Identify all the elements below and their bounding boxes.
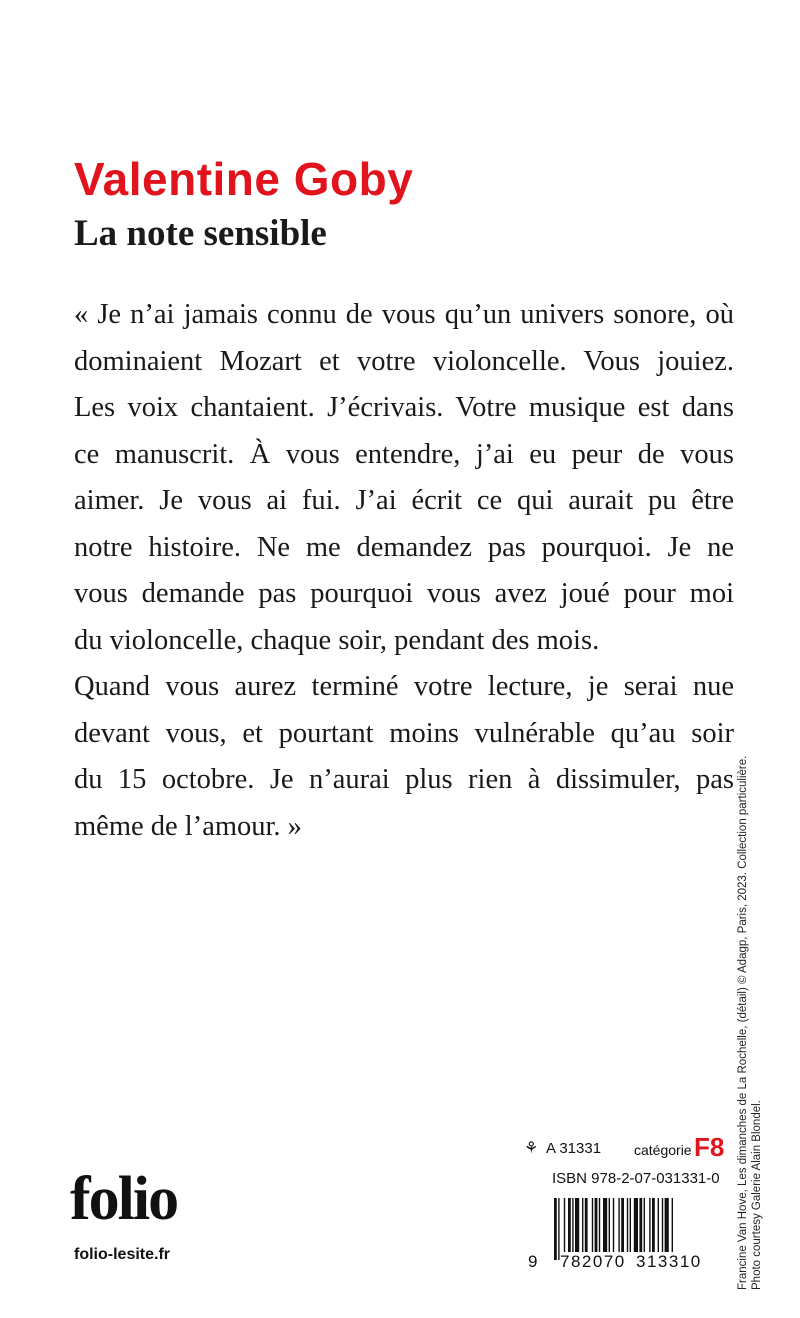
barcode xyxy=(552,1198,720,1260)
barcode-bar xyxy=(585,1198,588,1252)
author-name: Valentine Goby xyxy=(74,153,414,205)
barcode-bar xyxy=(644,1198,645,1252)
barcode-bar xyxy=(652,1198,655,1252)
barcode-bar xyxy=(658,1198,659,1252)
cover-credit xyxy=(736,650,764,1290)
blurb-line: Les voix chantaient. J’écrivais. Votre musique est dans xyxy=(74,392,734,423)
barcode-bar xyxy=(564,1198,565,1252)
blurb-line: Quand vous aurez terminé votre lecture, je serai nue xyxy=(74,671,734,702)
blurb-line: du violoncelle, chaque soir, pendant des mois. xyxy=(74,624,600,656)
blurb-line: vous demande pas pourquoi vous avez joué pour moi xyxy=(74,578,734,609)
folio-logo: folio xyxy=(70,1165,178,1233)
barcode-bar xyxy=(662,1198,663,1252)
barcode-bar xyxy=(592,1198,593,1252)
blurb-line: même de l’amour. » xyxy=(74,810,302,842)
barcode-bar xyxy=(618,1198,619,1252)
publisher-website: folio-lesite.fr xyxy=(74,1246,171,1263)
barcode-bar xyxy=(603,1198,607,1252)
barcode-digits-left: 782070 xyxy=(560,1252,626,1271)
barcode-bar xyxy=(621,1198,624,1252)
blurb-line: notre histoire. Ne me demandez pas pourquoi. Je ne xyxy=(74,531,734,563)
catalog-number-row xyxy=(524,1138,601,1158)
barcode-bar xyxy=(609,1198,610,1252)
barcode-bar xyxy=(575,1198,579,1252)
barcode-bar xyxy=(582,1198,583,1252)
barcode-block xyxy=(524,1198,724,1278)
barcode-bar xyxy=(665,1198,669,1252)
barcode-bar xyxy=(558,1198,559,1260)
barcode-bar xyxy=(634,1198,638,1252)
barcode-bar xyxy=(630,1198,631,1252)
blurb-line: du 15 octobre. Je n’aurai plus rien à dissimuler, pas xyxy=(74,764,734,795)
barcode-bar xyxy=(554,1198,557,1260)
back-cover-blurb xyxy=(74,292,734,850)
barcode-bar xyxy=(672,1198,673,1252)
category-code: F8 xyxy=(694,1132,725,1162)
barcode-bar xyxy=(627,1198,628,1252)
isbn: ISBN 978-2-07-031331-0 xyxy=(552,1170,720,1187)
barcode-bar xyxy=(568,1198,571,1252)
barcode-digits-right: 313310 xyxy=(636,1252,702,1271)
barcode-bar xyxy=(599,1198,600,1252)
credit-line-2: Photo courtesy Galerie Alain Blondel. xyxy=(751,1100,763,1290)
blurb-line: aimer. Je vous ai fui. J’ai écrit ce qui aurait pu être xyxy=(74,485,734,516)
barcode-bar xyxy=(649,1198,650,1252)
folio-symbol-icon: ⚘ xyxy=(524,1140,539,1157)
barcode-bar xyxy=(595,1198,598,1252)
blurb-line: « Je n’ai jamais connu de vous qu’un univers sonore, où xyxy=(74,299,734,330)
blurb-line: devant vous, et pourtant moins vulnérable qu’au soir xyxy=(74,717,734,749)
barcode-digit-lead: 9 xyxy=(528,1252,538,1271)
barcode-bar xyxy=(572,1198,573,1252)
barcode-bar xyxy=(613,1198,614,1252)
catalog-number: A 31331 xyxy=(546,1140,602,1157)
book-title: La note sensible xyxy=(74,213,327,254)
blurb-line: dominaient Mozart et votre violoncelle. Vous jouiez. xyxy=(74,345,734,377)
category-label: catégorie xyxy=(634,1142,692,1158)
blurb-line: ce manuscrit. À vous entendre, j’ai eu peur de vous xyxy=(74,438,734,470)
barcode-bar xyxy=(639,1198,642,1252)
credit-line-1: Francine Van Hove, Les dimanches de La Rochelle, (détail) © Adagp, Paris, 2023. Collection particulière. xyxy=(737,755,749,1290)
